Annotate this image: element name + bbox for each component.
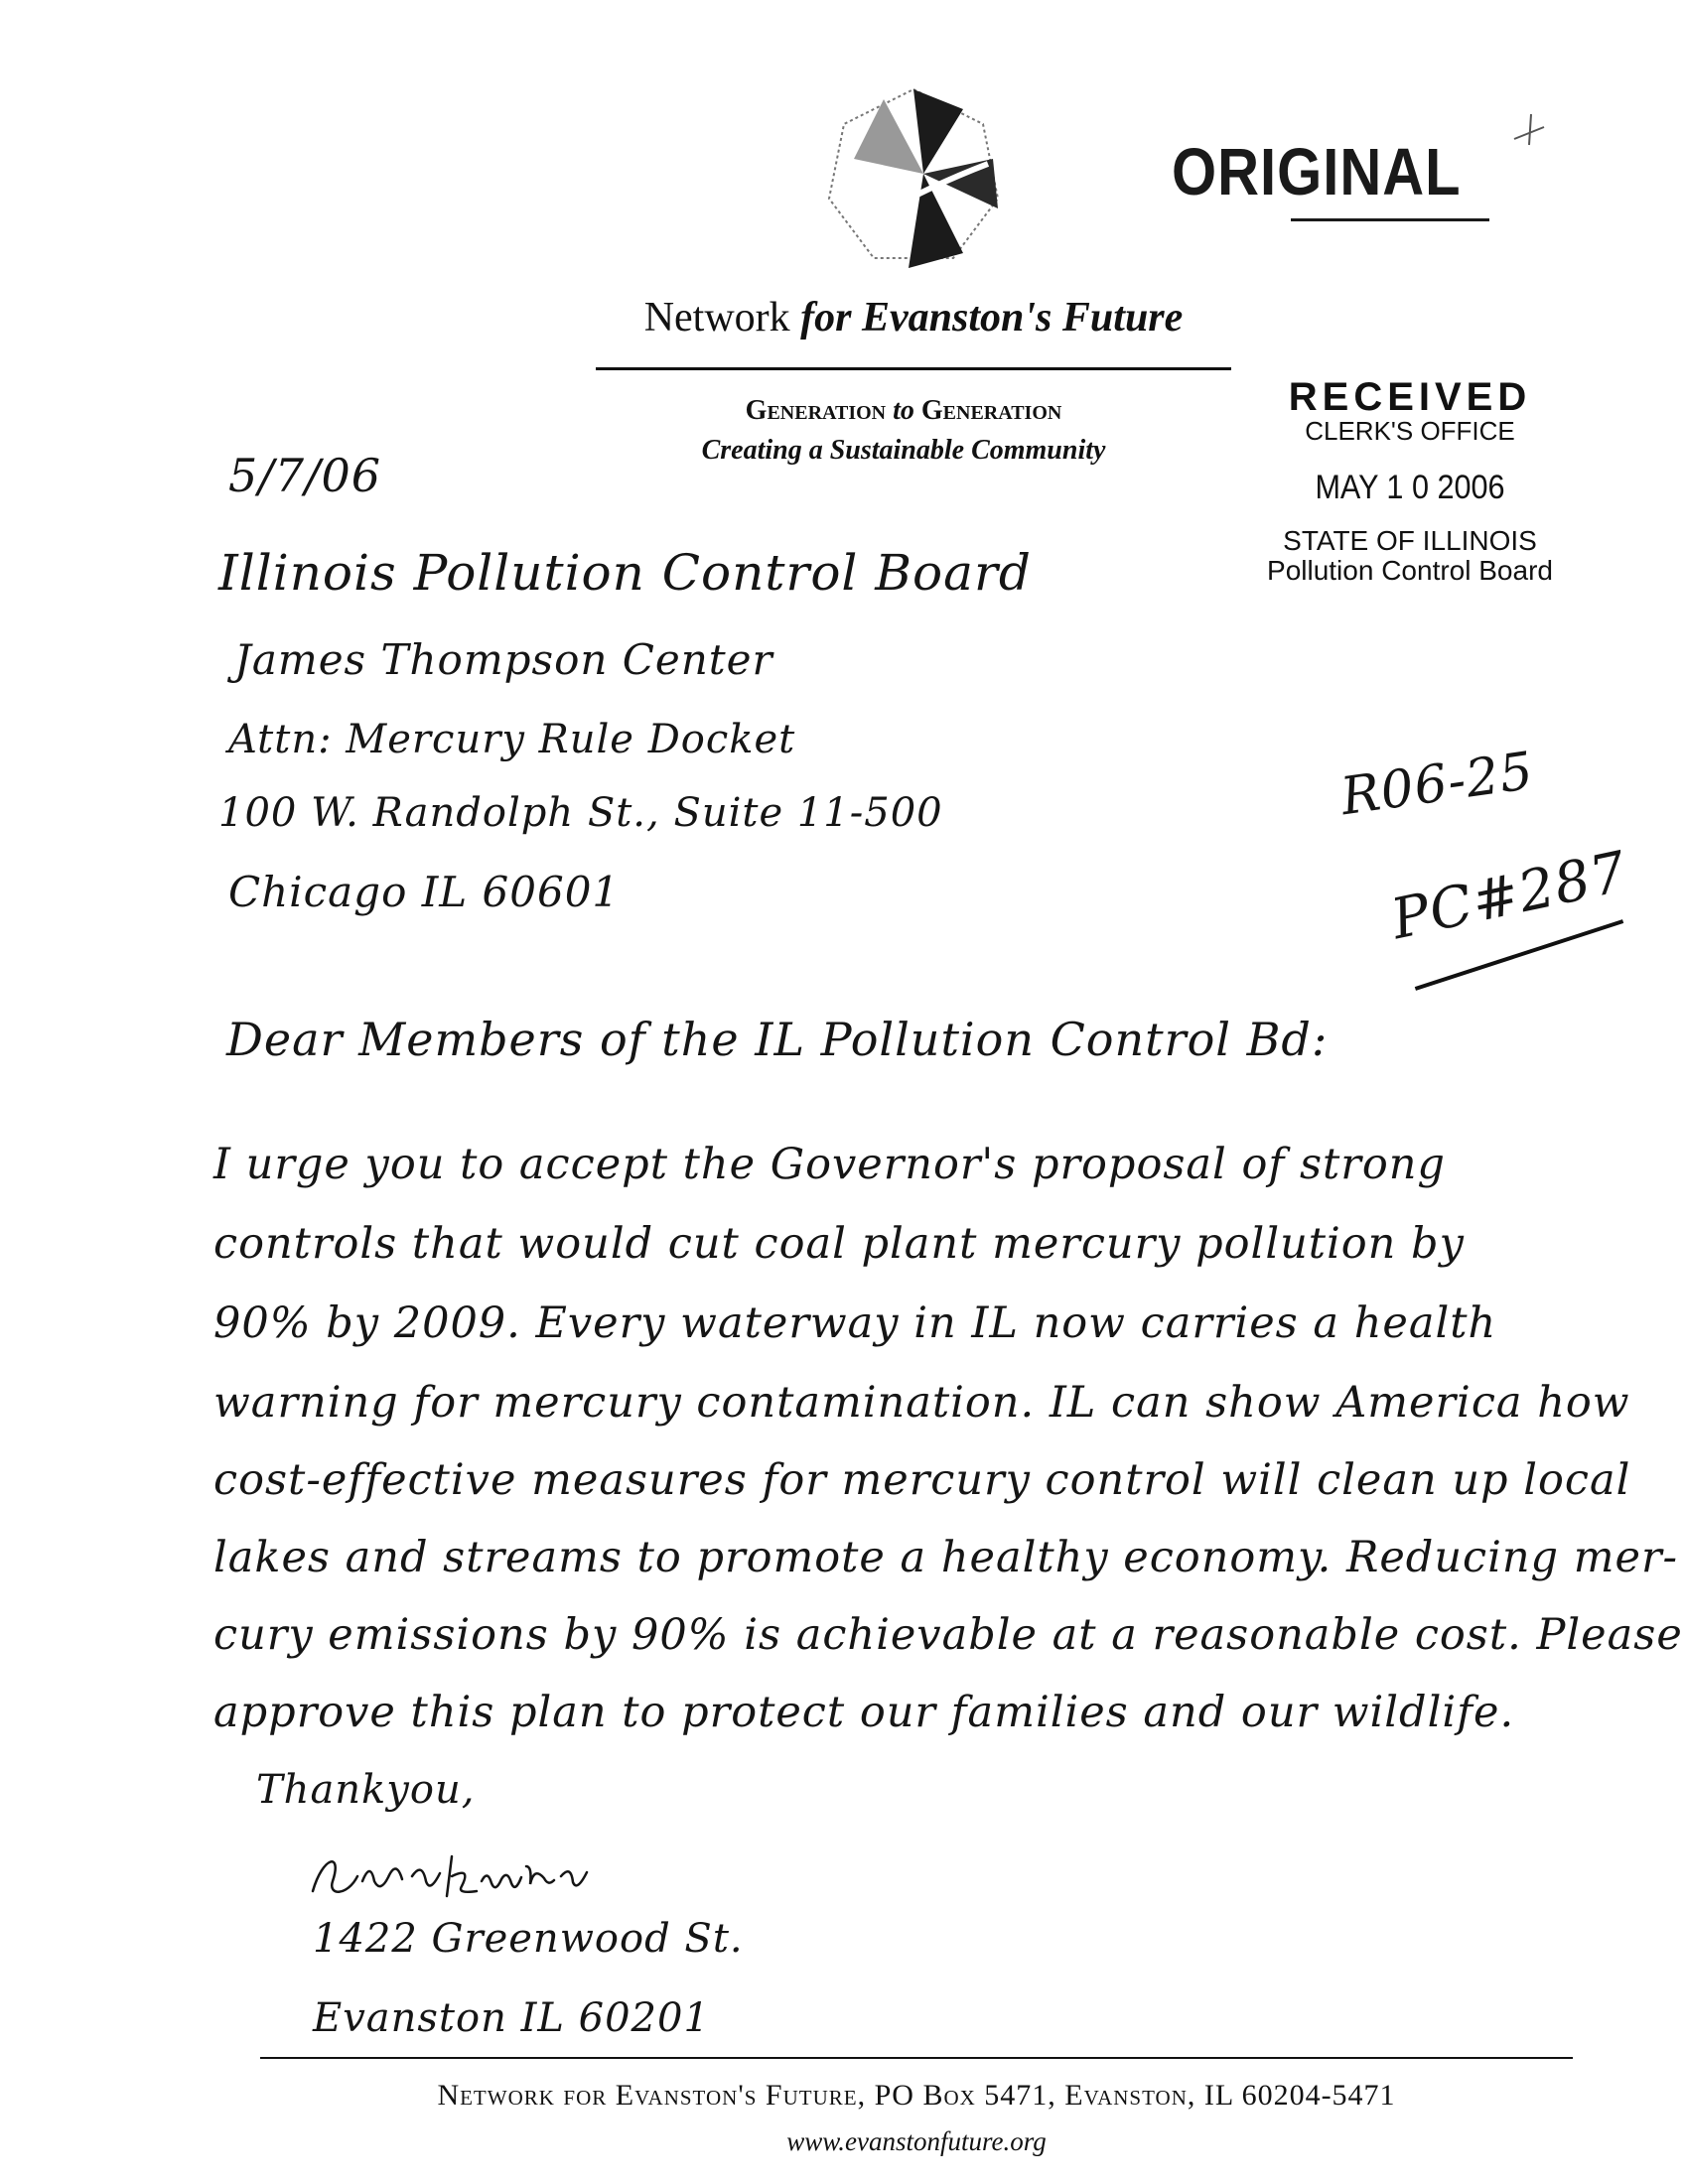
letter-closing: Thankyou, [256,1767,476,1813]
organization-name [596,294,1231,341]
received-stamp-state: STATE OF ILLINOIS [1283,525,1537,556]
letter-body-line: approve this plan to protect our families and our wildlife. [213,1688,1515,1737]
letterhead-divider [596,367,1231,370]
original-stamp: ORIGINAL [1172,135,1462,209]
tagline [635,395,1172,427]
letter-body-line: lakes and streams to promote a healthy economy. Reducing mer- [213,1533,1679,1582]
footer-website: www.evanstonfuture.org [786,2126,1047,2156]
footer-divider [260,2057,1573,2059]
tagline-to: to [893,395,914,426]
handwritten-check-mark [1509,109,1549,149]
footer-address: Network for Evanston's Future, PO Box 5471, Evanston, IL 60204-5471 [437,2079,1396,2112]
recipient-address-line: James Thompson Center [234,635,773,684]
recipient-address-line: Illinois Pollution Control Board [218,544,1032,602]
letter-body-line: I urge you to accept the Governor's proposal of strong [213,1140,1446,1189]
docket-number: R06-25 [1336,741,1538,828]
letter-body-line: cury emissions by 90% is achievable at a reasonable cost. Please [213,1610,1683,1660]
letter-body-line: cost-effective measures for mercury control will clean up local [213,1455,1631,1505]
organization-logo [814,79,1013,278]
recipient-address-line: 100 W. Randolph St., Suite 11-500 [218,790,943,836]
received-stamp-board: Pollution Control Board [1267,555,1553,586]
signature [303,1837,680,1916]
original-stamp-underline [1291,218,1489,221]
received-stamp-date: MAY 1 0 2006 [1315,469,1505,506]
sender-address-line: Evanston IL 60201 [313,1995,710,2041]
letter-body-line: controls that would cut coal plant mercury pollution by [213,1219,1465,1269]
org-name-italic: for Evanston's Future [800,295,1184,341]
logo-segment [913,89,963,174]
tagline-subtitle: Creating a Sustainable Community [701,435,1106,466]
letter-body-line: 90% by 2009. Every waterway in IL now carries a health [213,1298,1497,1348]
received-stamp [1251,377,1569,586]
received-stamp-title: RECEIVED [1288,375,1532,419]
public-comment-number: PC#287 [1385,839,1633,953]
letter-date: 5/7/06 [228,449,382,502]
tagline-word-1: Generation [745,395,887,426]
recipient-address-line: Chicago IL 60601 [228,868,621,916]
recipient-address-line: Attn: Mercury Rule Docket [228,717,796,762]
letter-salutation: Dear Members of the IL Pollution Control Bd: [226,1013,1329,1066]
logo-segment [854,99,923,174]
letter-body-line: warning for mercury contamination. IL can show America how [213,1378,1630,1428]
tagline-word-2: Generation [920,395,1062,426]
org-name-plain: Network [643,295,790,341]
received-stamp-office: CLERK'S OFFICE [1305,416,1515,446]
sender-address-line: 1422 Greenwood St. [313,1916,744,1962]
